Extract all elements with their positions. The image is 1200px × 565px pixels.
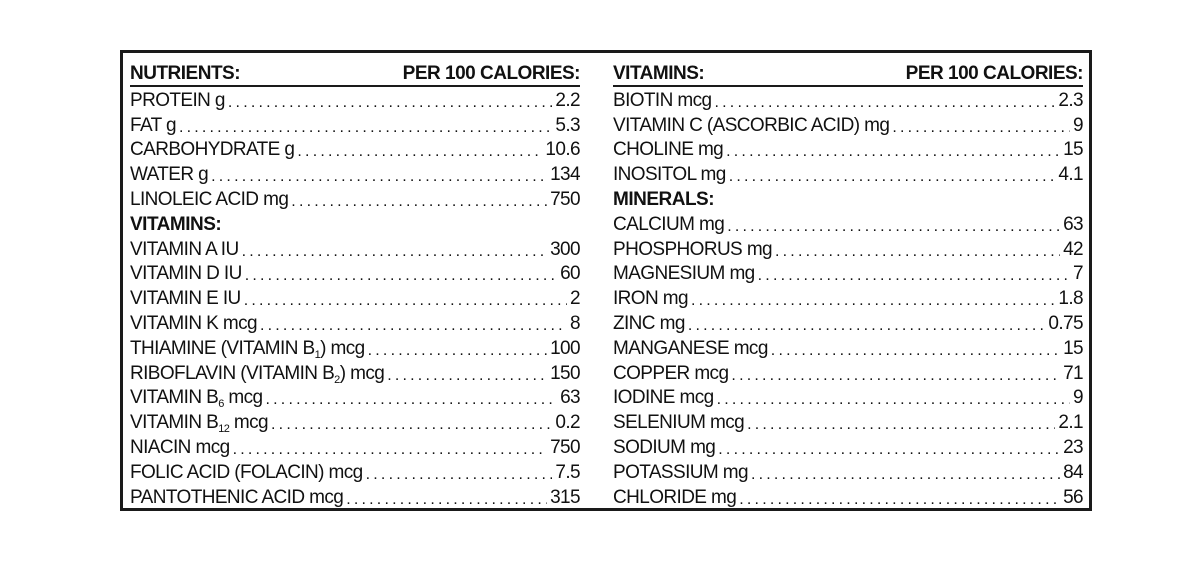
dot-leader [727, 217, 1060, 236]
nutrient-label-text: VITAMIN B [130, 387, 219, 409]
per-100-calories-label: PER 100 CALORIES: [905, 63, 1083, 84]
table-row [130, 285, 580, 310]
nutrient-label: COPPER mcg [613, 362, 729, 384]
nutrient-value: 60 [560, 263, 580, 285]
nutrient-label [130, 288, 241, 310]
table-row [130, 137, 580, 162]
nutrient-value: 7.5 [555, 461, 580, 483]
nutrient-label: BIOTIN mcg [613, 89, 712, 111]
nutrient-label-suffix: mcg [229, 412, 269, 434]
nutrient-label: LINOLEIC ACID mg [130, 188, 289, 210]
nutrient-label-subscript: 2 [334, 373, 340, 386]
nutrient-value: 2 [570, 288, 580, 310]
nutrient-label [130, 412, 268, 434]
table-row [130, 310, 580, 335]
table-row [130, 186, 580, 211]
dot-leader [688, 316, 1046, 335]
nutrient-value: 4.1 [1058, 164, 1083, 186]
table-row [613, 261, 1083, 286]
nutrient-label [130, 338, 365, 360]
left-column [130, 61, 580, 509]
nutrient-value: 9 [1073, 114, 1083, 136]
nutrient-label-text: VITAMIN B [130, 412, 219, 434]
table-row [613, 211, 1083, 236]
dot-leader [758, 266, 1070, 285]
dot-leader [291, 192, 547, 211]
nutrient-label: MANGANESE mcg [613, 337, 768, 359]
nutrient-label [130, 462, 363, 484]
nutrient-value: 56 [1063, 486, 1083, 508]
dot-leader [233, 440, 548, 459]
nutrient-label-text: VITAMIN K mcg [130, 312, 257, 334]
nutrient-label-text: THIAMINE (VITAMIN B [130, 337, 315, 359]
table-row [130, 459, 580, 484]
nutrient-label: CHOLINE mg [613, 139, 724, 161]
dot-leader [892, 118, 1070, 137]
dot-leader [387, 366, 547, 385]
dot-leader [245, 266, 557, 285]
nutrient-label: MAGNESIUM mg [613, 263, 755, 285]
dot-leader [717, 390, 1070, 409]
nutrient-label: PROTEIN g [130, 89, 225, 111]
nutrient-label-text: PANTOTHENIC ACID mcg [130, 486, 344, 508]
nutrient-label [130, 437, 230, 459]
table-row [613, 335, 1083, 360]
table-row [613, 459, 1083, 484]
nutrient-value: 2.3 [1058, 89, 1083, 111]
nutrient-label: SODIUM mg [613, 436, 716, 458]
nutrients-header [130, 61, 580, 87]
table-row [613, 310, 1083, 335]
table-row [613, 236, 1083, 261]
nutrient-value: 5.3 [555, 114, 580, 136]
dot-leader [775, 242, 1060, 261]
nutrient-value: 15 [1063, 139, 1083, 161]
right-column [613, 61, 1083, 509]
table-row [613, 360, 1083, 385]
minerals-section-title: MINERALS: [613, 188, 715, 210]
dot-leader [751, 465, 1060, 484]
table-row [130, 434, 580, 459]
dot-leader [715, 93, 1056, 112]
nutrient-label [130, 363, 384, 385]
table-row [130, 484, 580, 509]
nutrient-label: IODINE mcg [613, 387, 714, 409]
nutrient-label-suffix: mcg [223, 387, 263, 409]
nutrient-value: 100 [550, 337, 580, 359]
dot-leader [729, 167, 1056, 186]
nutrient-label: SELENIUM mcg [613, 412, 745, 434]
nutrient-value: 42 [1063, 238, 1083, 260]
nutrient-label: PHOSPHORUS mg [613, 238, 773, 260]
dot-leader [731, 366, 1060, 385]
table-row [613, 385, 1083, 410]
minerals-list [613, 211, 1083, 509]
vitamins-section-title: VITAMINS: [130, 213, 222, 235]
nutrient-label-subscript: 1 [314, 348, 321, 361]
nutrient-value: 1.8 [1058, 288, 1083, 310]
nutrient-label-subscript: 6 [218, 398, 224, 411]
nutrient-label-subscript: 12 [218, 423, 230, 436]
vitamins-list [130, 236, 580, 509]
nutrient-value: 0.75 [1048, 312, 1083, 334]
table-row [130, 335, 580, 360]
dot-leader [368, 341, 547, 360]
nutrient-value: 2.1 [1058, 412, 1083, 434]
nutrient-value: 315 [550, 486, 580, 508]
vitamins-header [613, 61, 1083, 87]
per-100-calories-label: PER 100 CALORIES: [402, 63, 580, 84]
nutrient-value: 84 [1063, 461, 1083, 483]
table-row [613, 161, 1083, 186]
nutrient-value: 300 [550, 238, 580, 260]
nutrient-label: POTASSIUM mg [613, 461, 748, 483]
nutrition-table [120, 50, 1092, 511]
dot-leader [346, 490, 547, 509]
nutrient-value: 2.2 [555, 89, 580, 111]
table-row [613, 409, 1083, 434]
dot-leader [739, 490, 1060, 509]
table-row [130, 112, 580, 137]
dot-leader [242, 242, 548, 261]
dot-leader [244, 291, 567, 310]
nutrient-value: 10.6 [545, 139, 580, 161]
nutrient-value: 71 [1063, 362, 1083, 384]
nutrient-label: CALCIUM mg [613, 213, 725, 235]
dot-leader [211, 167, 547, 186]
nutrient-value: 8 [570, 312, 580, 334]
nutrient-label: VITAMIN C (ASCORBIC ACID) mg [613, 114, 890, 136]
nutrient-label-suffix: ) mcg [320, 337, 365, 359]
nutrient-value: 9 [1073, 387, 1083, 409]
nutrients-title: NUTRIENTS: [130, 63, 241, 84]
nutrient-label: CHLORIDE mg [613, 486, 737, 508]
nutrients-list [130, 87, 580, 211]
table-row [613, 112, 1083, 137]
nutrient-label-text: RIBOFLAVIN (VITAMIN B [130, 362, 335, 384]
table-row [130, 360, 580, 385]
dot-leader [266, 390, 558, 409]
dot-leader [366, 465, 553, 484]
vitamins-list-continued [613, 87, 1083, 186]
nutrient-label: IRON mg [613, 288, 688, 310]
nutrient-value: 150 [550, 362, 580, 384]
nutrient-label-text: VITAMIN A IU [130, 238, 239, 260]
dot-leader [691, 291, 1055, 310]
table-row [130, 261, 580, 286]
dot-leader [771, 341, 1060, 360]
nutrient-label-text: VITAMIN E IU [130, 288, 241, 310]
nutrient-value: 23 [1063, 436, 1083, 458]
table-row [130, 236, 580, 261]
table-row [130, 87, 580, 112]
nutrient-label [130, 239, 239, 261]
nutrient-label-text: NIACIN mcg [130, 436, 230, 458]
dot-leader [718, 440, 1060, 459]
nutrient-label [130, 263, 242, 285]
nutrient-label-text: VITAMIN D IU [130, 263, 242, 285]
dot-leader [228, 93, 552, 112]
table-row [130, 409, 580, 434]
nutrient-label [130, 387, 263, 409]
dot-leader [297, 142, 542, 161]
table-row [613, 285, 1083, 310]
nutrient-label-text: FOLIC ACID (FOLACIN) mcg [130, 461, 363, 483]
dot-leader [260, 316, 567, 335]
nutrient-value: 7 [1073, 263, 1083, 285]
nutrient-value: 15 [1063, 337, 1083, 359]
nutrient-label: ZINC mg [613, 312, 685, 334]
table-row [130, 385, 580, 410]
table-row [613, 434, 1083, 459]
nutrient-value: 63 [1063, 213, 1083, 235]
nutrient-label: WATER g [130, 164, 209, 186]
nutrient-label: FAT g [130, 114, 176, 136]
nutrient-value: 0.2 [555, 412, 580, 434]
nutrient-label [130, 487, 343, 509]
dot-leader [271, 415, 552, 434]
table-row [613, 484, 1083, 509]
nutrient-label-suffix: ) mcg [339, 362, 385, 384]
nutrient-value: 134 [550, 164, 580, 186]
table-row [130, 161, 580, 186]
dot-leader [726, 142, 1060, 161]
table-row [613, 137, 1083, 162]
nutrient-value: 750 [550, 436, 580, 458]
vitamins-title: VITAMINS: [613, 63, 705, 84]
nutrient-value: 750 [550, 188, 580, 210]
nutrient-label [130, 313, 257, 335]
nutrient-label: CARBOHYDRATE g [130, 139, 295, 161]
dot-leader [179, 118, 552, 137]
nutrient-value: 63 [560, 387, 580, 409]
nutrient-label: INOSITOL mg [613, 164, 726, 186]
table-row [613, 87, 1083, 112]
dot-leader [747, 415, 1055, 434]
